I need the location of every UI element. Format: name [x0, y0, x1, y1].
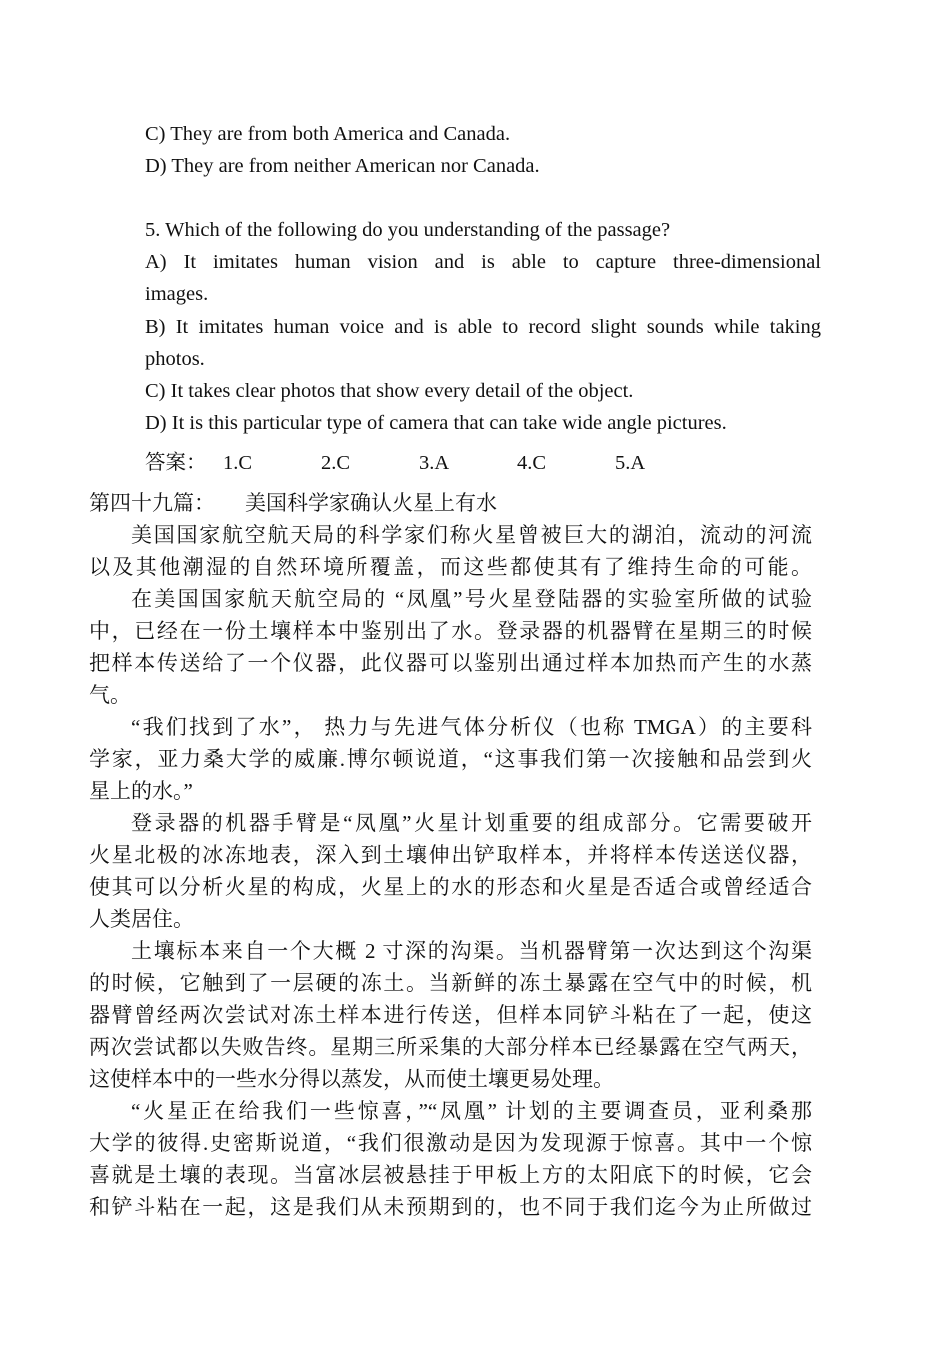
article-line: 两次尝试都以失败告终。星期三所采集的大部分样本已经暴露在空气两天， [89, 1035, 812, 1059]
article-line: 人类居住。 [89, 907, 194, 931]
article-line: 使其可以分析火星的构成，火星上的水的形态和火星是否适合或曾经适合 [89, 875, 812, 899]
article-line: 土壤标本来自一个大概 2 寸深的沟渠。当机器臂第一次达到这个沟渠 [131, 939, 812, 963]
article-line: 的时候，它触到了一层硬的冻土。当新鲜的冻土暴露在空气中的时候，机 [89, 971, 812, 995]
question-5-option-b-line2: photos. [145, 348, 205, 370]
option-c-prev: C) They are from both America and Canada. [145, 123, 511, 145]
article-line: 喜就是土壤的表现。当富冰层被悬挂于甲板上方的太阳底下的时候，它会 [89, 1163, 812, 1187]
section-label: 第四十九篇： [89, 491, 215, 515]
question-5-stem: 5. Which of the following do you understanding of the passage? [145, 219, 671, 241]
article-line: 星上的水。” [89, 779, 193, 803]
article-line: 在美国国家航天航空局的 “凤凰”号火星登陆器的实验室所做的试验 [131, 587, 812, 611]
article-line: 和铲斗粘在一起，这是我们从未预期到的，也不同于我们迄今为止所做过 [89, 1195, 812, 1219]
answer-item: 2.C [321, 452, 351, 474]
article-line: 以及其他潮湿的自然环境所覆盖，而这些都使其有了维持生命的可能。 [89, 555, 812, 579]
question-5-option-a-line2: images. [145, 283, 209, 305]
article-line: 气。 [89, 683, 131, 707]
answer-label: 答案： [145, 452, 207, 474]
article-line: 把样本传送给了一个仪器，此仪器可以鉴别出通过样本加热而产生的水蒸 [89, 651, 812, 675]
article-line: “火星正在给我们一些惊喜，”“凤凰” 计划的主要调查员，亚利桑那 [131, 1099, 812, 1123]
answer-item: 1.C [223, 452, 253, 474]
answer-item: 4.C [517, 452, 547, 474]
question-5-option-b-line1: B) It imitates human voice and is able to record slight sounds while taking [145, 316, 821, 338]
answer-item: 3.A [419, 452, 450, 474]
article-line: 美国国家航空航天局的科学家们称火星曾被巨大的湖泊，流动的河流 [131, 523, 812, 547]
article-title: 美国科学家确认火星上有水 [245, 491, 497, 515]
article-line: 学家，亚力桑大学的威廉.博尔顿说道，“这事我们第一次接触和品尝到火 [89, 747, 812, 771]
question-5-option-a-line1: A) It imitates human vision and is able to capture three-dimensional [145, 251, 821, 273]
article-line: 器臂曾经两次尝试对冻土样本进行传送，但样本同铲斗粘在了一起，使这 [89, 1003, 812, 1027]
question-5-option-c: C) It takes clear photos that show every detail of the object. [145, 380, 634, 402]
answer-item: 5.A [615, 452, 646, 474]
article-heading [89, 488, 497, 518]
article-line: 这使样本中的一些水分得以蒸发，从而使土壤更易处理。 [89, 1067, 614, 1091]
article-line: 火星北极的冰冻地表，深入到土壤伸出铲取样本，并将样本传送送仪器， [89, 843, 812, 867]
article-line: 大学的彼得.史密斯说道，“我们很激动是因为发现源于惊喜。其中一个惊 [89, 1131, 812, 1155]
article-line: “我们找到了水”， 热力与先进气体分析仪（也称 TMGA）的主要科 [131, 715, 812, 739]
answer-key [145, 449, 713, 477]
article-line: 中，已经在一份土壤样本中鉴别出了水。登录器的机器臂在星期三的时候 [89, 619, 812, 643]
option-d-prev: D) They are from neither American nor Canada. [145, 155, 540, 177]
question-5-option-d: D) It is this particular type of camera that can take wide angle pictures. [145, 412, 727, 434]
article-line: 登录器的机器手臂是“凤凰”火星计划重要的组成部分。它需要破开 [131, 811, 812, 835]
